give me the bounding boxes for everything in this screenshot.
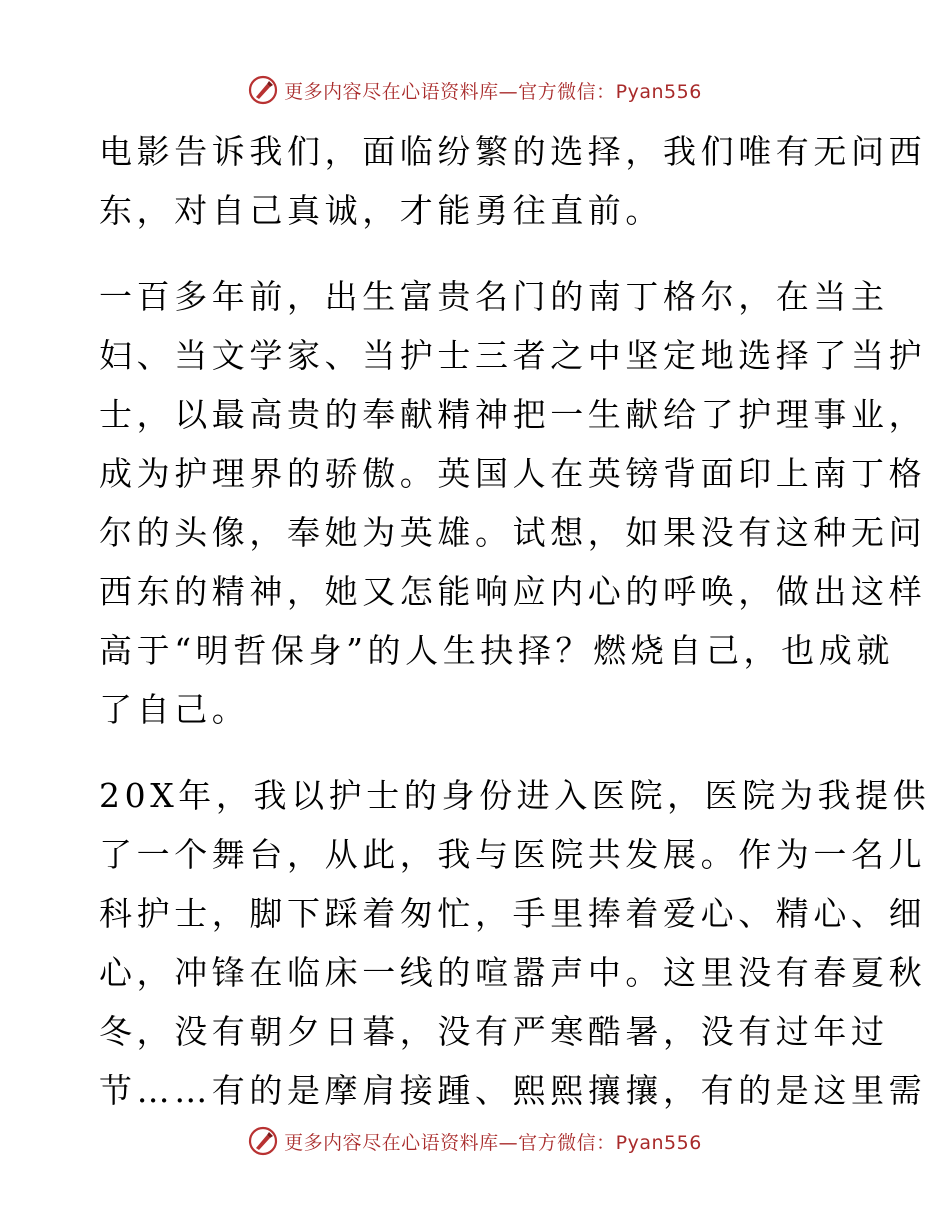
text-line: 科护士，脚下踩着匆忙，手里捧着爱心、精心、细 (99, 894, 927, 933)
paragraph (99, 766, 931, 1120)
header-watermark-text: 更多内容尽在心语资料库—官方微信：Pyan556 (284, 80, 702, 103)
document-body (99, 122, 931, 1120)
text-line: 士，以最高贵的奉献精神把一生献给了护理事业， (99, 395, 927, 434)
text-line: 尔的头像，奉她为英雄。试想，如果没有这种无问 (99, 513, 927, 552)
footer-watermark-text: 更多内容尽在心语资料库—官方微信：Pyan556 (284, 1131, 702, 1154)
text-line: 心，冲锋在临床一线的喧嚣声中。这里没有春夏秋 (99, 953, 927, 992)
text-line: 了自己。 (99, 690, 250, 729)
text-line: 东，对自己真诚，才能勇往直前。 (99, 191, 663, 230)
text-line: 冬，没有朝夕日暮，没有严寒酷暑，没有过年过 (99, 1012, 889, 1051)
text-line: 一百多年前，出生富贵名门的南丁格尔，在当主 (99, 277, 889, 316)
text-line: 西东的精神，她又怎能响应内心的呼唤，做出这样 (99, 572, 927, 611)
text-line: 了一个舞台，从此，我与医院共发展。作为一名儿 (99, 835, 927, 874)
paragraph (99, 267, 927, 739)
text-line: 高于“明哲保身”的人生抉择？燃烧自己，也成就 (99, 631, 894, 670)
pen-seal-icon (248, 1126, 278, 1156)
pen-seal-icon (248, 75, 278, 105)
text-line: 妇、当文学家、当护士三者之中坚定地选择了当护 (99, 336, 927, 375)
text-line: 成为护理界的骄傲。英国人在英镑背面印上南丁格 (99, 454, 927, 493)
text-line: 电影告诉我们，面临纷繁的选择，我们唯有无问西 (99, 132, 927, 171)
text-line: 20X年，我以护士的身份进入医院，医院为我提供 (99, 776, 931, 815)
text-line: 节……有的是摩肩接踵、熙熙攘攘，有的是这里需 (99, 1071, 927, 1110)
footer-watermark (0, 1121, 950, 1161)
paragraph (99, 122, 927, 240)
header-watermark (0, 70, 950, 110)
